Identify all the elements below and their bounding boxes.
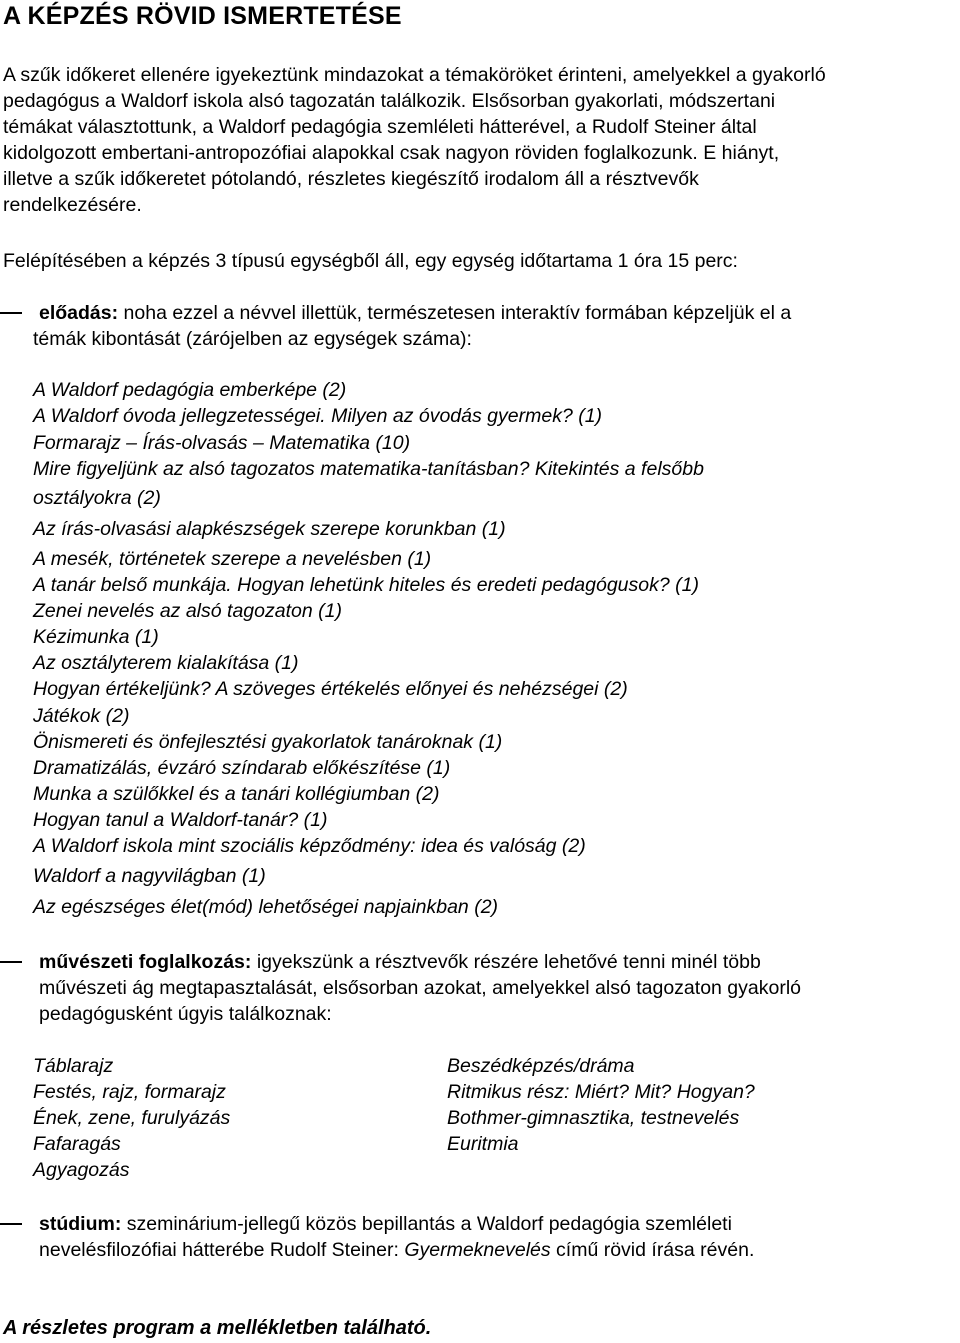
footer-note: A részletes program a mellékletben található.	[3, 1317, 432, 1339]
intro-line: kidolgozott embertani-antropozófiai alapokkal csak nagyon röviden foglalkozunk. E hiányt,	[3, 142, 780, 164]
lecture-dash	[0, 312, 22, 314]
art-text-line3: pedagógusként úgyis találkoznak:	[39, 1003, 332, 1025]
lecture-item: Zenei nevelés az alsó tagozaton (1)	[33, 600, 342, 622]
lecture-item: A Waldorf iskola mint szociális képződmény: idea és valóság (2)	[33, 835, 586, 857]
lecture-item: A Waldorf pedagógia emberképe (2)	[33, 379, 347, 401]
page-title: A KÉPZÉS RÖVID ISMERTETÉSE	[3, 2, 402, 30]
lecture-item: Az írás-olvasási alapkészségek szerepe korunkban (1)	[33, 518, 506, 540]
art-label: művészeti foglalkozás:	[39, 951, 252, 973]
lecture-item: Az egészséges élet(mód) lehetőségei napjainkban (2)	[33, 896, 499, 918]
art-bullet	[39, 949, 801, 1027]
study-dash	[0, 1223, 22, 1225]
lecture-item: A mesék, történetek szerepe a nevelésben (1)	[33, 548, 432, 570]
lecture-item: Önismereti és önfejlesztési gyakorlatok tanároknak (1)	[33, 731, 503, 753]
art-text: igyekszünk a résztvevők részére lehetővé tenni minél több	[251, 951, 761, 973]
structure-paragraph	[3, 248, 738, 274]
intro-paragraph	[3, 62, 826, 218]
art-item: Táblarajz	[33, 1055, 114, 1077]
intro-line: illetve a szűk időkeretet pótolandó, részletes kiegészítő irodalom áll a résztvevők	[3, 168, 699, 190]
lecture-item: Munka a szülőkkel és a tanári kollégiumban (2)	[33, 783, 440, 805]
lecture-item: Hogyan tanul a Waldorf-tanár? (1)	[33, 809, 328, 831]
art-item: Euritmia	[447, 1133, 519, 1155]
lecture-item: Az osztályterem kialakítása (1)	[33, 652, 299, 674]
study-text-line2: nevelésfilozófiai hátterébe Rudolf Steiner:	[39, 1239, 405, 1261]
art-item: Beszédképzés/dráma	[447, 1055, 635, 1077]
lecture-item: Formarajz – Írás-olvasás – Matematika (10)	[33, 432, 411, 454]
study-book-title: Gyermeknevelés	[404, 1239, 551, 1261]
art-item: Agyagozás	[33, 1159, 130, 1181]
art-item: Ének, zene, furulyázás	[33, 1107, 231, 1129]
art-text-line2: művészeti ág megtapasztalását, elsősorban azokat, amelyekkel alsó tagozaton gyakorló	[39, 977, 802, 999]
art-item: Festés, rajz, formarajz	[33, 1081, 226, 1103]
study-text-line2-end: című rövid írása révén.	[550, 1239, 755, 1261]
lecture-item: Dramatizálás, évzáró színdarab előkészítése (1)	[33, 757, 451, 779]
study-bullet	[39, 1211, 754, 1263]
art-item: Bothmer-gimnasztika, testnevelés	[447, 1107, 740, 1129]
study-text: szeminárium-jellegű közös bepillantás a Waldorf pedagógia szemléleti	[121, 1213, 732, 1235]
art-item: Ritmikus rész: Miért? Mit? Hogyan?	[447, 1081, 755, 1103]
lecture-item: Hogyan értékeljünk? A szöveges értékelés előnyei és nehézségei (2)	[33, 678, 628, 700]
intro-line: A szűk időkeret ellenére igyekeztünk mindazokat a témaköröket érinteni, amelyekkel a gyakorló	[3, 64, 826, 86]
lecture-item: Mire figyeljünk az alsó tagozatos matematika-tanításban? Kitekintés a felsőbb	[33, 458, 704, 480]
study-label: stúdium:	[39, 1213, 122, 1235]
art-dash	[0, 961, 22, 963]
lecture-item: Kézimunka (1)	[33, 626, 159, 648]
intro-line: témákat választottunk, a Waldorf pedagógia szemléleti hátterével, a Rudolf Steiner által	[3, 116, 757, 138]
lecture-item: A tanár belső munkája. Hogyan lehetünk hiteles és eredeti pedagógusok? (1)	[33, 574, 699, 596]
lecture-item: osztályokra (2)	[33, 487, 161, 509]
lecture-bullet	[33, 300, 792, 352]
structure-text: Felépítésében a képzés 3 típusú egységből áll, egy egység időtartama 1 óra 15 perc:	[3, 250, 738, 272]
lecture-item: Waldorf a nagyvilágban (1)	[33, 865, 266, 887]
lecture-text-line2: témák kibontását (zárójelben az egységek száma):	[33, 328, 472, 350]
lecture-text: noha ezzel a névvel illettük, természetesen interaktív formában képzeljük el a	[118, 302, 792, 324]
lecture-item: Játékok (2)	[33, 705, 130, 727]
lecture-label: előadás:	[39, 302, 119, 324]
intro-line: rendelkezésére.	[3, 194, 142, 216]
intro-line: pedagógus a Waldorf iskola alsó tagozatán találkozik. Elsősorban gyakorlati, módszertani	[3, 90, 776, 112]
art-item: Fafaragás	[33, 1133, 121, 1155]
lecture-item: A Waldorf óvoda jellegzetességei. Milyen az óvodás gyermek? (1)	[33, 405, 603, 427]
